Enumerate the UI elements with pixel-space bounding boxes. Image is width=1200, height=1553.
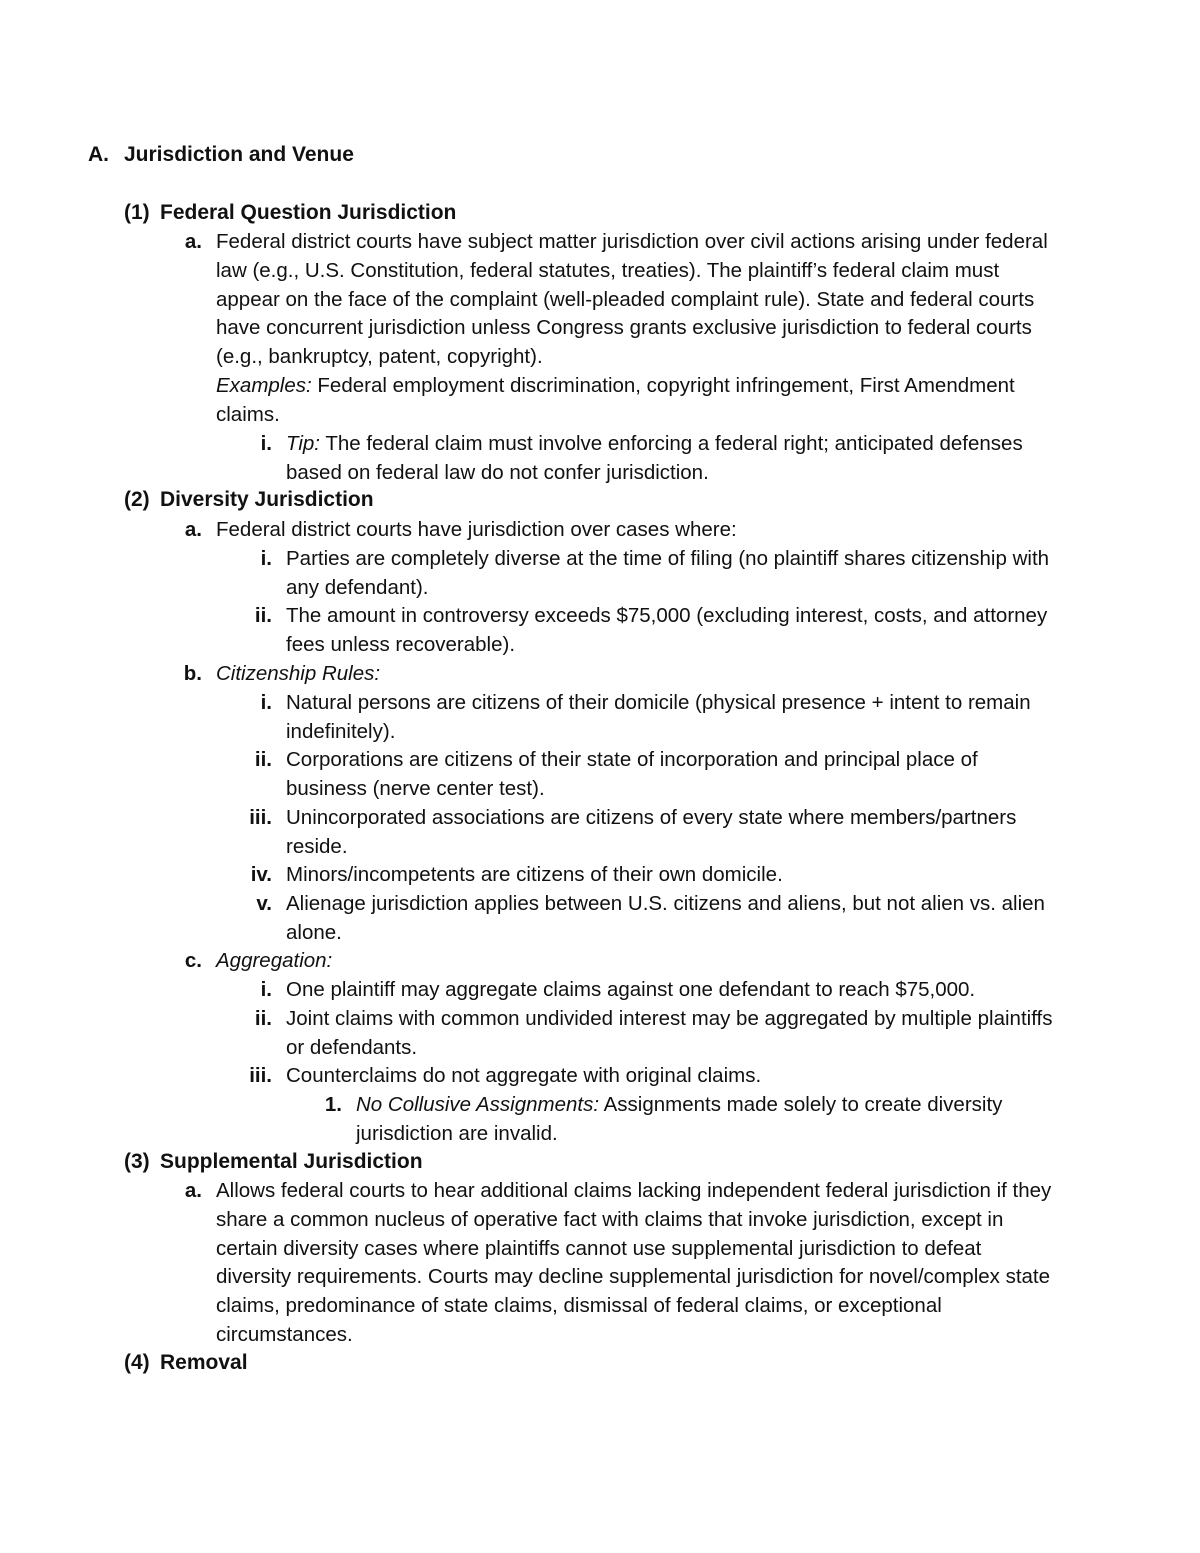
section-title: Removal xyxy=(160,1351,248,1374)
section-title: Supplemental Jurisdiction xyxy=(160,1150,423,1173)
item-text: Corporations are citizens of their state of incorporation and principal place of business (nerve center test). xyxy=(286,748,978,800)
tip-text: The federal claim must involve enforcing a federal right; anticipated defenses based on federal law do not confer jurisdiction. xyxy=(286,432,1023,484)
item-marker: i. xyxy=(260,978,272,1001)
list-item xyxy=(230,976,1060,1005)
section-marker: (2) xyxy=(124,488,150,511)
item-text: Minors/incompetents are citizens of their own domicile. xyxy=(286,863,783,886)
collusive-text: Assignments made solely to create diversity jurisdiction are invalid. xyxy=(356,1093,1003,1145)
list-item xyxy=(230,746,1060,804)
list-item xyxy=(230,804,1060,862)
item-marker: iv. xyxy=(250,863,272,886)
item-marker: i. xyxy=(260,547,272,570)
item-marker: ii. xyxy=(254,1007,272,1030)
list-item xyxy=(230,602,1060,660)
section-title: Diversity Jurisdiction xyxy=(160,488,374,511)
tip-label: Tip: xyxy=(286,432,320,455)
collusive-label: No Collusive Assignments: xyxy=(356,1093,600,1116)
section-federal-question xyxy=(124,199,456,228)
item-text xyxy=(286,430,1060,488)
item-marker: a. xyxy=(184,1179,202,1202)
item-marker: ii. xyxy=(254,748,272,771)
item-text: Alienage jurisdiction applies between U.S. citizens and aliens, but not alien vs. alien alone. xyxy=(286,892,1045,944)
item-marker: iii. xyxy=(249,1064,272,1087)
item-marker: a. xyxy=(184,518,202,541)
list-item xyxy=(230,430,1060,488)
item-text xyxy=(216,660,1060,689)
section-marker: (4) xyxy=(124,1351,150,1374)
item-text: Counterclaims do not aggregate with original claims. xyxy=(286,1064,762,1087)
section-title: Federal Question Jurisdiction xyxy=(160,201,457,224)
aggregation-label: Aggregation: xyxy=(216,949,333,972)
item-text xyxy=(216,228,1060,430)
item-marker: v. xyxy=(256,892,272,915)
item-text xyxy=(216,947,1060,976)
list-item xyxy=(230,1062,1060,1091)
item-text: One plaintiff may aggregate claims against one defendant to reach $75,000. xyxy=(286,978,976,1001)
list-item xyxy=(160,516,1060,545)
item-text: Unincorporated associations are citizens of every state where members/partners reside. xyxy=(286,806,1017,858)
list-item xyxy=(160,1177,1060,1350)
item-text: Allows federal courts to hear additional claims lacking independent federal jurisdiction if they share a common nucleus of operative fact with claims that invoke jurisdiction, except in certain diversity cases where plaintiffs cannot use supplemental jurisdiction to defeat diversity requirements. Courts may decline supplemental jurisdiction for novel/complex state claims, predominance of state claims, dismissal of federal claims, or exceptional circumstances. xyxy=(216,1179,1052,1346)
examples-label: Examples: xyxy=(216,373,312,397)
item-marker: iii. xyxy=(249,806,272,829)
item-marker: ii. xyxy=(254,604,272,627)
list-item xyxy=(160,660,1060,689)
main-heading xyxy=(88,141,354,170)
heading-marker: A. xyxy=(88,143,109,166)
item-marker: c. xyxy=(184,949,202,972)
list-item xyxy=(160,947,1060,976)
section-diversity xyxy=(124,486,374,515)
examples-text: Federal employment discrimination, copyright infringement, First Amendment claims. xyxy=(216,373,1015,426)
section-marker: (3) xyxy=(124,1150,150,1173)
item-text: Joint claims with common undivided interest may be aggregated by multiple plaintiffs or defendants. xyxy=(286,1007,1053,1059)
list-item xyxy=(230,890,1060,948)
item-text: The amount in controversy exceeds $75,000 (excluding interest, costs, and attorney fees unless recoverable). xyxy=(286,604,1048,656)
item-text xyxy=(356,1091,1060,1149)
paragraph-text: Federal district courts have subject matter jurisdiction over civil actions arising under federal law (e.g., U.S. Constitution, federal statutes, treaties). The plaintiff’s federal claim must appear on the face of the complaint (well-pleaded complaint rule). State and federal courts have concurrent jurisdiction unless Congress grants exclusive jurisdiction to federal courts (e.g., bankruptcy, patent, copyright). xyxy=(216,230,1048,369)
item-marker: i. xyxy=(260,432,272,455)
item-text: Parties are completely diverse at the time of filing (no plaintiff shares citizenship with any defendant). xyxy=(286,547,1050,599)
section-marker: (1) xyxy=(124,201,150,224)
list-item xyxy=(230,1005,1060,1063)
citizenship-label: Citizenship Rules: xyxy=(216,662,381,685)
item-marker: 1. xyxy=(324,1093,342,1116)
item-text: Federal district courts have jurisdiction over cases where: xyxy=(216,518,737,541)
heading-title: Jurisdiction and Venue xyxy=(124,143,354,166)
item-marker: b. xyxy=(183,662,202,685)
list-item xyxy=(230,545,1060,603)
list-item xyxy=(160,228,1060,430)
list-item xyxy=(230,861,1060,890)
item-marker: a. xyxy=(184,230,202,253)
section-supplemental xyxy=(124,1148,423,1177)
list-item xyxy=(300,1091,1060,1149)
list-item xyxy=(230,689,1060,747)
item-text: Natural persons are citizens of their domicile (physical presence + intent to remain indefinitely). xyxy=(286,691,1031,743)
item-marker: i. xyxy=(260,691,272,714)
section-removal xyxy=(124,1349,248,1378)
